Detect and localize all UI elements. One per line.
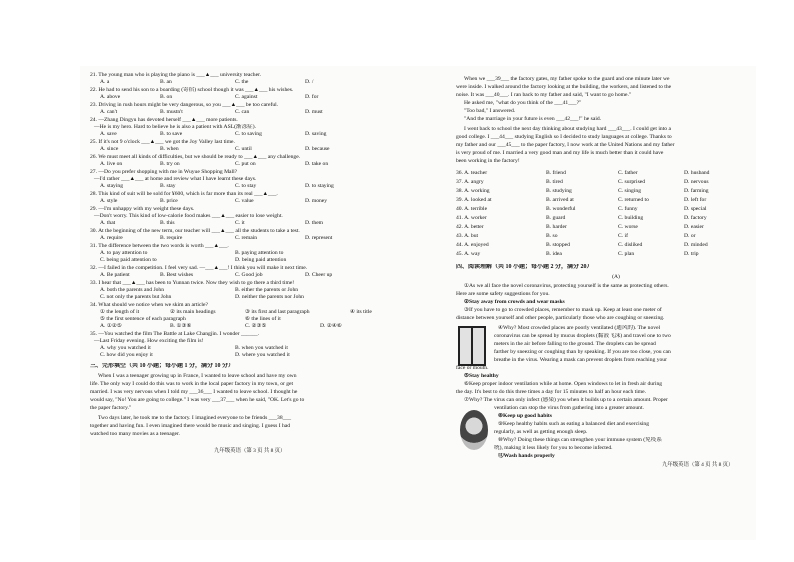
option: A. ①②⑤ — [100, 323, 122, 329]
option: C. worse — [618, 224, 638, 230]
option: B. to save — [160, 131, 183, 137]
option: B. mustn't — [160, 109, 183, 115]
option: C. disliked — [618, 242, 643, 248]
option: A. require — [100, 235, 123, 241]
option: D. easier — [684, 224, 704, 230]
options-37 — [456, 179, 776, 186]
options-36 — [456, 170, 776, 177]
option: A. since — [100, 146, 119, 152]
option: C. until — [235, 146, 252, 152]
option: B. studying — [546, 188, 572, 194]
option: D. where you watched it — [235, 352, 290, 358]
option: A. Be patient — [100, 272, 130, 278]
options-33a — [90, 287, 410, 294]
option: D. left for — [684, 197, 707, 203]
option: A. can't — [100, 109, 118, 115]
option: ⑤ the first sentence of each paragraph — [100, 316, 186, 322]
option: C. Good job — [235, 272, 263, 278]
option: D. neither the parents nor John — [235, 294, 304, 300]
option: 40. A. terrible — [456, 206, 488, 212]
question-23: 23. Driving in rush hours might be very dangerous, so you ___▲___ be too careful. — [90, 102, 279, 108]
passage-line: coronavirus can be spread by mucus droplets (黏液飞沫) and travel one to two — [494, 333, 671, 339]
option: B. harder — [546, 224, 567, 230]
passage-line: ⑩Why? Doing these things can strengthen your immune system (免疫系 — [498, 437, 662, 443]
options-35a — [90, 345, 410, 352]
option: B. ①③⑥ — [170, 323, 192, 329]
options-25 — [90, 146, 410, 153]
question-22: 22. He had to send his son to a boarding (寄宿) school though it was ___▲___ his wishes. — [90, 87, 294, 93]
passage-line: were inside. I walked around the factory looking at the building, the workers, and listened to the — [456, 84, 672, 90]
option: B. tired — [546, 179, 563, 185]
passage-line: the day. It's best to do this three times a day for 15 minutes to half an hour each time. — [456, 389, 647, 395]
options-34a — [90, 309, 410, 316]
option: C. it — [235, 220, 245, 226]
option: C. the — [235, 79, 249, 85]
option: D. farming — [684, 188, 709, 194]
question-33: 33. I hear that ___▲___ has been to Yunnan twice. Now they wish to go there a third time! — [90, 280, 295, 286]
option: C. how did you enjoy it — [100, 352, 153, 358]
options-35b — [90, 352, 410, 359]
option: B. try on — [160, 161, 180, 167]
option: B. Best wishes — [160, 272, 194, 278]
passage-line: my father and our ___45___ to the paper factory, I now work at the United Nations and my father — [456, 142, 675, 148]
options-30 — [90, 235, 410, 242]
options-39 — [456, 197, 776, 204]
option: 44. A. enjoyed — [456, 242, 489, 248]
option: B. when — [160, 146, 179, 152]
passage-line: life. The only way I could do this was to work in the local paper factory in my town, or get — [90, 381, 294, 387]
option: D. represent — [305, 235, 333, 241]
option: D. them — [305, 220, 324, 226]
options-40 — [456, 206, 776, 213]
question-35-reply: —Last Friday evening. How exciting the film is! — [94, 338, 204, 344]
option: C. not only the parents but John — [100, 294, 172, 300]
option: ③ its first and last paragraph — [245, 309, 310, 315]
options-41 — [456, 215, 776, 222]
passage-line: breathe in the virus. Wearing a mask can prevent droplets from reaching your — [494, 357, 667, 363]
option: B. this — [160, 220, 175, 226]
option: C. if — [618, 233, 628, 239]
passage-line: "Too bad," I answered. — [464, 108, 516, 114]
option: C. value — [235, 198, 254, 204]
passage-line: I went back to school the next day thinking about studying hard ___43___. I could get into a — [464, 126, 671, 132]
option: B. friend — [546, 170, 566, 176]
option: C. building — [618, 215, 644, 221]
passage-line: together and having fun. I even imagined there would be music and singing. I guess I had — [90, 423, 291, 429]
passage-line: When we ___39___ the factory gates, my father spoke to the guard and one minute later we — [464, 76, 670, 82]
page-3 — [90, 66, 410, 540]
options-28 — [90, 198, 410, 205]
passage-line: ⑨Keep healthy habits such as eating a balanced diet and exercising — [498, 421, 650, 427]
option: 38. A. working — [456, 188, 490, 194]
passage-line: been working in the factory! — [456, 158, 520, 164]
options-44 — [456, 242, 776, 249]
option: 37. A. angry — [456, 179, 484, 185]
option: A. staying — [100, 183, 123, 189]
options-31a — [90, 250, 410, 257]
option: D. ②④⑥ — [320, 323, 342, 329]
option: C. remain — [235, 235, 258, 241]
option: A. a — [100, 79, 110, 85]
passage-line: meters in the air before falling to the ground. The droplets can be spread — [494, 341, 656, 347]
option: 45. A. way — [456, 251, 481, 257]
options-42 — [456, 224, 776, 231]
option: D. for — [305, 94, 319, 100]
passage-line: face or mouth. — [456, 365, 489, 371]
option: 39. A. looked at — [456, 197, 492, 203]
options-26 — [90, 161, 410, 168]
options-22 — [90, 94, 410, 101]
option: D. to staying — [305, 183, 334, 189]
question-29-reply: —Don't worry. This kind of low-calorie food makes ___▲___ easier to lose weight. — [94, 213, 283, 219]
page-footer: 九年级英语（第 3 页 共 8 页） — [214, 448, 286, 454]
options-38 — [456, 188, 776, 195]
passage-line: 统), making it less likely for you to become infected. — [494, 445, 613, 451]
question-28: 28. This kind of suit will be sold for ¥600, which is far more than its real ___▲___. — [90, 191, 278, 197]
option: D. saving — [305, 131, 327, 137]
subheading: ⑪Wash hands properly — [498, 453, 555, 459]
girl-cartoon-icon — [460, 410, 488, 450]
options-33b — [90, 294, 410, 301]
passage-line: ①As we all face the novel coronavirus, protecting yourself is the same as protecting others. — [464, 283, 669, 289]
option: B. wonderful — [546, 206, 576, 212]
option: ⑥ the lines of it — [245, 316, 281, 322]
options-31b — [90, 257, 410, 264]
option: D. or — [684, 233, 696, 239]
option: 42. A. better — [456, 224, 484, 230]
question-34: 34. What should we notice when we skim an article? — [90, 302, 208, 308]
option: D. because — [305, 146, 330, 152]
option: ① the length of it — [100, 309, 140, 315]
passage-line: would say, "No! You are going to college." I was very ___37___ when he said, "OK. Let's go to — [90, 397, 305, 403]
option: 41. A. worker — [456, 215, 487, 221]
passage-line: watched too many movies as a teenager. — [90, 431, 180, 437]
option: B. arrived at — [546, 197, 574, 203]
subheading: ②Stay away from crowds and wear masks — [464, 299, 565, 305]
option: C. ②③⑤ — [245, 323, 267, 329]
passage-line: regularly, as well as getting enough sleep. — [494, 429, 588, 435]
option: A. to pay attention to — [100, 250, 148, 256]
option: B. guard — [546, 215, 566, 221]
passage-line: is very proud of me. I married a very good man and my life is much better than it could have — [456, 150, 664, 156]
option: B. on — [160, 94, 173, 100]
option: D. trip — [684, 251, 699, 257]
option: A. above — [100, 94, 121, 100]
section-title-reading: 四、阅读理解（共 10 小题；每小题 2 分，满分 20） — [456, 264, 593, 270]
section-title-cloze: 三、完形填空（共 10 小题；每小题 1 分，满分 10 分） — [90, 363, 235, 369]
option: D. take on — [305, 161, 329, 167]
option: 43. A. but — [456, 233, 479, 239]
option: B. stay — [160, 183, 176, 189]
option: A. both the parents and John — [100, 287, 165, 293]
option: A. style — [100, 198, 118, 204]
option: D. nervous — [684, 179, 709, 185]
option: B. price — [160, 198, 178, 204]
options-34b — [90, 316, 410, 323]
option: D. minded — [684, 242, 708, 248]
option: B. idea — [546, 251, 562, 257]
passage-line: distance between yourself and other people, particularly those who are coughing or sneezing. — [456, 315, 665, 321]
option: 36. A. teacher — [456, 170, 488, 176]
option: C. father — [618, 170, 638, 176]
question-24-reply: —He is my hero. Hard to believe he is also a patient with ASL(渐冻症). — [94, 124, 257, 130]
option: A. save — [100, 131, 117, 137]
page-4 — [456, 66, 776, 540]
options-27 — [90, 183, 410, 190]
passage-line: "And the marriage in your future is even ___42___!" he said. — [464, 116, 602, 122]
option: D. / — [305, 79, 314, 85]
option: C. singing — [618, 188, 642, 194]
passage-line: good college. I ___44___ studying English so I decided to study languages at college. Thanks to — [456, 134, 672, 140]
option: D. money — [305, 198, 328, 204]
passage-line: Two days later, he took me to the factory. I imagined everyone to be friends ___38___ — [98, 415, 292, 421]
option: C. being paid attention to — [100, 257, 157, 263]
passage-label: (A) — [612, 274, 620, 280]
question-32: 32. —I failed in the competition. I feel very sad. —___▲___! I think you will make it next time. — [90, 265, 308, 271]
option: ② its main headings — [170, 309, 216, 315]
question-24: 24. —Zhang Dingyu has devoted herself ___▲___ more patients. — [90, 117, 238, 123]
question-31: 31. The difference between the two words is worth ___▲___. — [90, 243, 229, 249]
question-25: 25. If it's not 9 o'clock ___▲___ we got the Joy Valley last time. — [90, 139, 235, 145]
passage-line: married. I was very nervous when I told my ___36___ I wanted to leave school. I thought he — [90, 389, 298, 395]
page-footer: 九年级英语（第 4 页 共 8 页） — [662, 462, 734, 468]
question-29: 29. —I'm unhappy with my weight these days. — [90, 206, 195, 212]
passage-line: ⑥Keep proper indoor ventilation while at home. Open windows to let in fresh air during — [464, 381, 663, 387]
option: C. plan — [618, 251, 635, 257]
option: C. can — [235, 109, 250, 115]
window-illustration-icon — [458, 326, 486, 366]
exam-sheet — [80, 66, 756, 540]
question-30: 30. At the beginning of the new term, our teacher will ___▲___ all the students to take a test. — [90, 228, 300, 234]
options-45 — [456, 251, 776, 258]
passage-line: He asked me, "what do you think of the ___41___?" — [464, 100, 582, 106]
passage-line: farther by sneezing or coughing than by speaking. If you are too close, you can — [494, 349, 671, 355]
option: A. live on — [100, 161, 123, 167]
options-21 — [90, 79, 410, 86]
question-35: 35. —You watched the film The Battle at Lake Changjin. I wonder ______. — [90, 331, 260, 337]
option: D. Cheer up — [305, 272, 333, 278]
option: B. an — [160, 79, 172, 85]
options-34c — [90, 323, 410, 330]
passage-line: ③If you have to go to crowded places, remember to mask up. Keep at least one meter of — [464, 307, 662, 313]
options-43 — [456, 233, 776, 240]
question-26: 26. We must meet all kinds of difficulties, but we should be ready to ___▲___ any challenge. — [90, 154, 301, 160]
option: ④ its title — [350, 309, 372, 315]
passage-line: noise. It was ___40___. I ran back to my father and said, "I want to go home." — [456, 92, 632, 98]
option: B. either the parents or John — [235, 287, 299, 293]
option: C. returned to — [618, 197, 649, 203]
passage-line: When I was a teenager growing up in France, I wanted to leave school and have my own — [98, 373, 297, 379]
passage-line: ④Why? Most crowded places are poorly ventilated (通风的). The novel — [498, 325, 661, 331]
option: C. to stay — [235, 183, 257, 189]
options-24 — [90, 131, 410, 138]
option: B. when you watched it — [235, 345, 288, 351]
option: B. so — [546, 233, 558, 239]
option: D. husband — [684, 170, 710, 176]
question-21: 21. The young man who is playing the piano is ___▲___ university teacher. — [90, 72, 262, 78]
passage-line: ventilation can stop the virus from gathering into a greater amount. — [494, 405, 644, 411]
option: C. to saving — [235, 131, 262, 137]
question-27-reply: —I'd rather ___▲___ at home and review what I have learnt these days. — [94, 176, 257, 182]
option: D. being paid attention — [235, 257, 287, 263]
option: A. why you watched it — [100, 345, 151, 351]
option: B. paying attention to — [235, 250, 284, 256]
options-29 — [90, 220, 410, 227]
options-32 — [90, 272, 410, 279]
option: C. surprised — [618, 179, 646, 185]
subheading: ⑧Keep up good habits — [498, 413, 552, 419]
option: D. must — [305, 109, 323, 115]
option: C. against — [235, 94, 258, 100]
option: C. funny — [618, 206, 638, 212]
options-23 — [90, 109, 410, 116]
passage-line: ⑦Why? The virus can only infect (感染) you when it builds up to a certain amount. Proper — [464, 397, 668, 403]
option: B. require — [160, 235, 183, 241]
passage-line: the paper factory." — [90, 405, 132, 411]
option: D. special — [684, 206, 707, 212]
option: A. that — [100, 220, 116, 226]
option: D. factory — [684, 215, 707, 221]
subheading: ⑤Stay healthy — [464, 373, 499, 379]
passage-line: Here are some safety suggestions for you. — [456, 291, 550, 297]
option: C. put on — [235, 161, 256, 167]
question-27: 27. —Do you prefer shopping with me in Wuyue Shopping Mall? — [90, 169, 238, 175]
option: B. stopped — [546, 242, 570, 248]
